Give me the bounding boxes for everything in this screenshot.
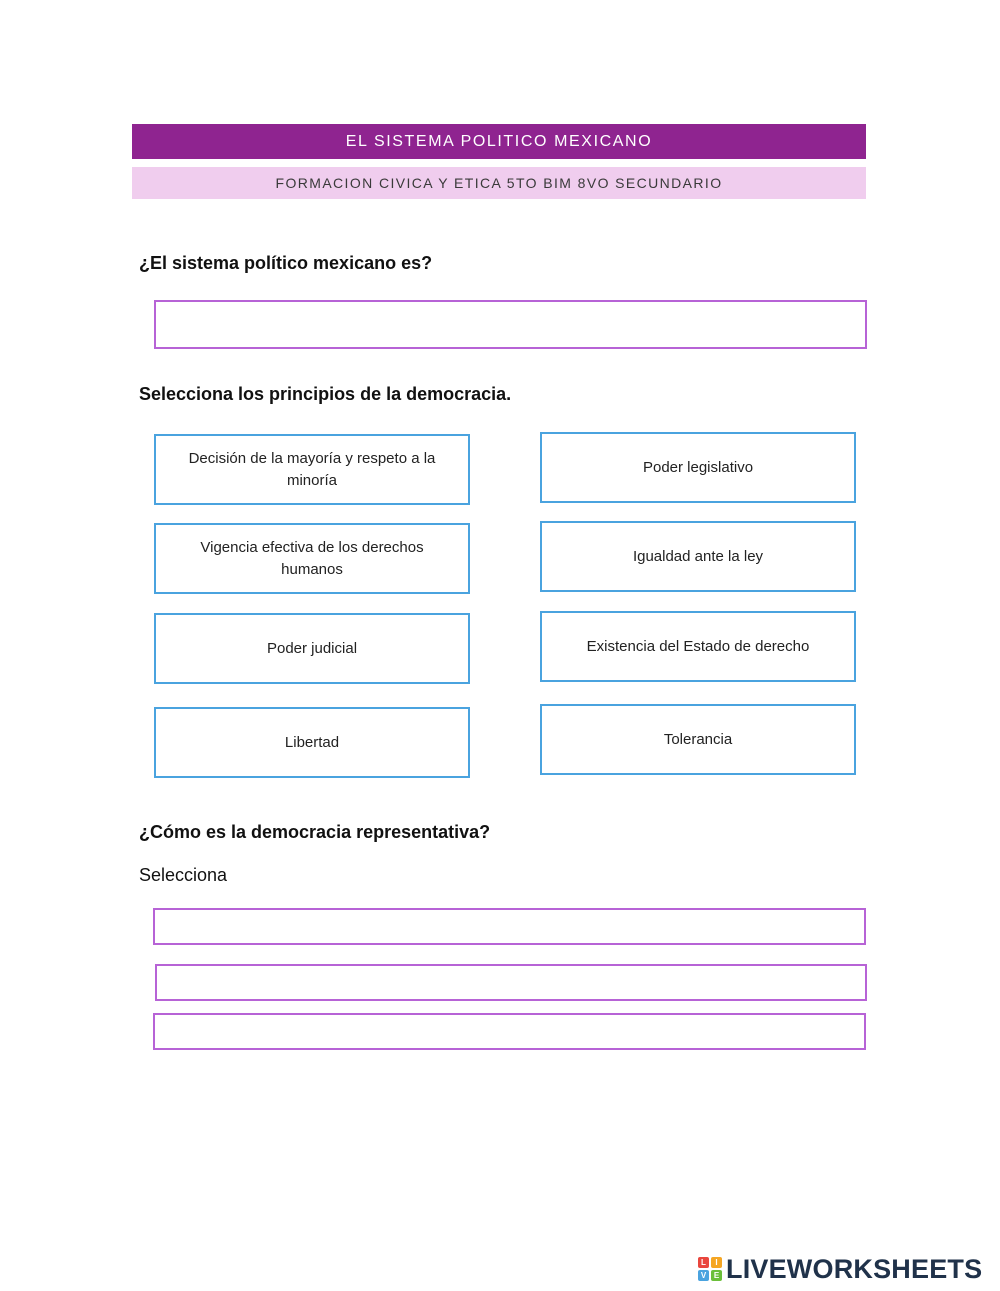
option-estado-derecho[interactable]: Existencia del Estado de derecho <box>540 611 856 682</box>
answer-box-1[interactable] <box>154 300 867 349</box>
answer-box-3c[interactable] <box>153 1013 866 1050</box>
option-libertad[interactable]: Libertad <box>154 707 470 778</box>
liveworksheets-logo-text: LIVEWORKSHEETS <box>726 1253 983 1284</box>
option-igualdad-ley[interactable]: Igualdad ante la ley <box>540 521 856 592</box>
answer-box-3b[interactable] <box>155 964 867 1001</box>
worksheet-subtitle: FORMACION CIVICA Y ETICA 5TO BIM 8VO SECUNDARIO <box>132 167 866 199</box>
question-3: ¿Cómo es la democracia representativa? <box>139 822 491 842</box>
option-poder-legislativo[interactable]: Poder legislativo <box>540 432 856 503</box>
instruction-selecciona: Selecciona <box>139 865 228 885</box>
option-derechos-humanos[interactable]: Vigencia efectiva de los derechos humanos <box>154 523 470 594</box>
option-decision-mayoria[interactable]: Decisión de la mayoría y respeto a la minoría <box>154 434 470 505</box>
liveworksheets-logo-icon: L I V E <box>698 1257 722 1281</box>
liveworksheets-logo <box>698 1254 982 1284</box>
question-2: Selecciona los principios de la democracia. <box>139 384 512 404</box>
worksheet-title: EL SISTEMA POLITICO MEXICANO <box>132 124 866 159</box>
answer-box-3a[interactable] <box>153 908 866 945</box>
option-poder-judicial[interactable]: Poder judicial <box>154 613 470 684</box>
question-1: ¿El sistema político mexicano es? <box>139 253 433 273</box>
option-tolerancia[interactable]: Tolerancia <box>540 704 856 775</box>
